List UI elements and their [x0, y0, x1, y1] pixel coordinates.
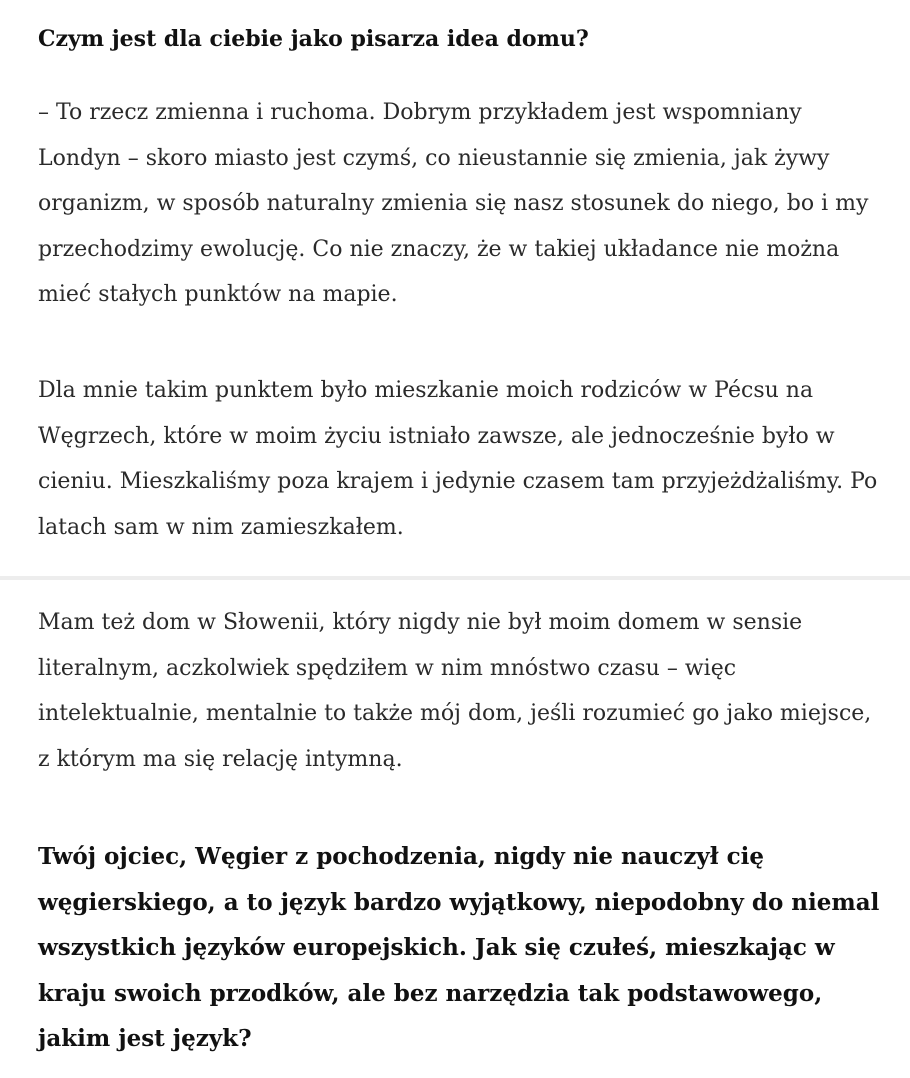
answer-paragraph: Dla mnie takim punktem było mieszkanie moich rodziców w Pécsu na Węgrzech, które w moim życiu istniało zawsze, ale jednocześnie było w cieniu. Mieszkaliśmy poza krajem i jedynie czasem tam przyjeżdżaliśmy. Po latach sam w nim zamieszkałem.	[38, 378, 878, 540]
answer-paragraph: – To rzecz zmienna i ruchoma. Dobrym przykładem jest wspomniany Londyn – skoro miasto jest czymś, co nieustannie się zmienia, jak żywy organizm, w sposób naturalny zmienia się nasz stosunek do niego, bo i my przechodzimy ewolucję. Co nie znaczy, że w takiej układance nie można mieć stałych punktów na mapie.	[38, 100, 869, 307]
answer-paragraph: Mam też dom w Słowenii, który nigdy nie był moim domem w sensie literalnym, aczkolwiek spędziłem w nim mnóstwo czasu – więc intelektualnie, mentalnie to także mój dom, jeśli rozumieć go jako miejsce, z którym ma się relację intymną.	[38, 610, 872, 772]
section-divider	[0, 576, 910, 580]
interview-question: Twój ojciec, Węgier z pochodzenia, nigdy nie nauczył cię węgierskiego, a to język bardzo wyjątkowy, niepodobny do niemal wszystkich języków europejskich. Jak się czułeś, mieszkając w kraju swoich przodków, ale bez narzędzia tak podstawowego, jakim jest język?	[38, 843, 880, 1052]
interview-question: Czym jest dla ciebie jako pisarza idea domu?	[38, 26, 589, 52]
